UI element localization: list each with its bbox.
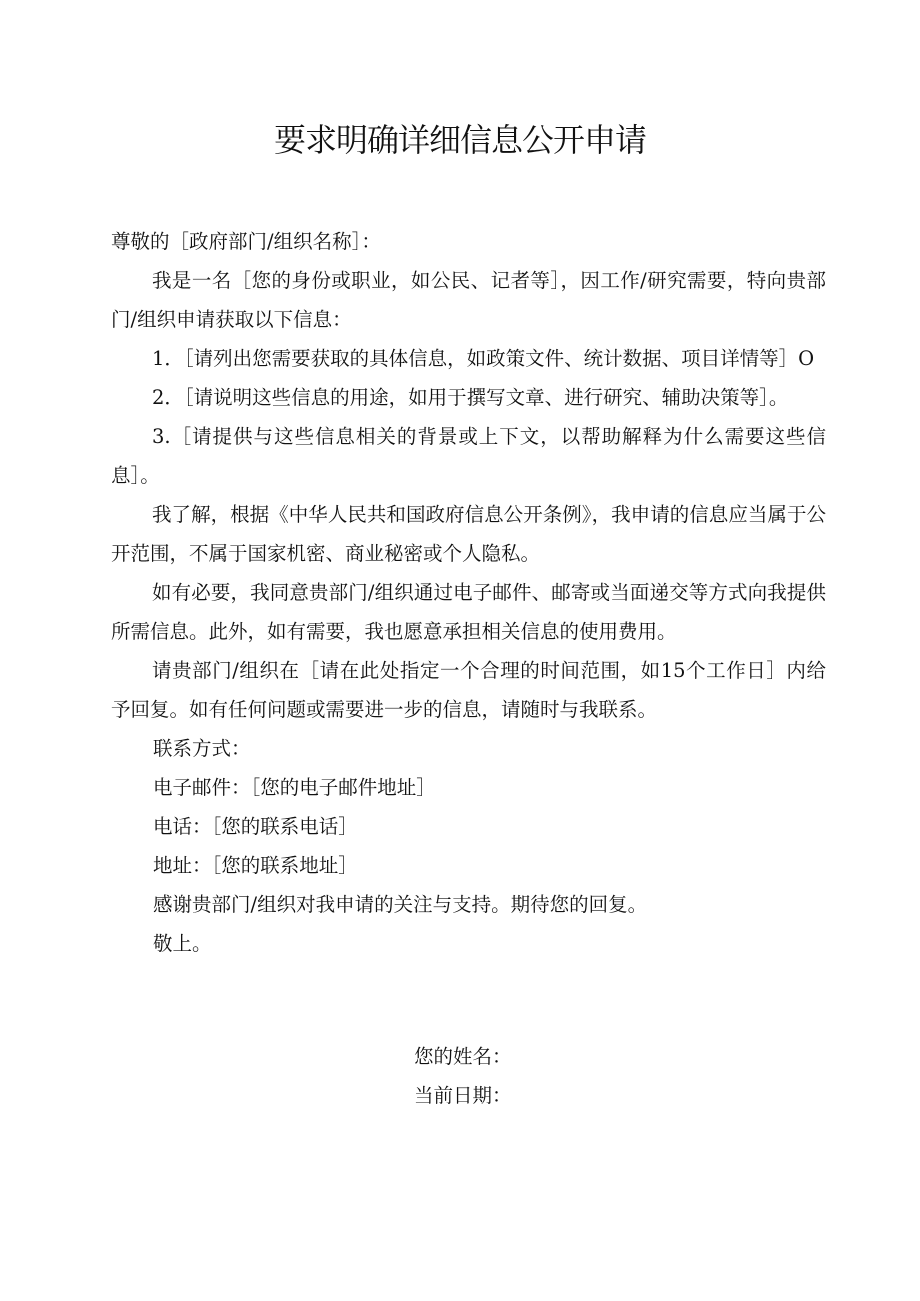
- signature-block: [414, 1037, 512, 1115]
- contact-address: 地址：［您的联系地址］: [153, 854, 358, 877]
- contact-email: 电子邮件：［您的电子邮件地址］: [153, 776, 436, 799]
- legal-basis-paragraph: 我了解，根据《中华人民共和国政府信息公开条例》，我申请的信息应当属于公开范围，不属于国家机密、商业秘密或个人隐私。: [111, 503, 826, 565]
- signature-name: 您的姓名：: [414, 1045, 512, 1068]
- contact-heading: 联系方式：: [153, 737, 251, 760]
- request-item-3: 3.［请提供与这些信息相关的背景或上下文，以帮助解释为什么需要这些信息］。: [111, 425, 826, 487]
- closing: 敬上。: [153, 932, 212, 955]
- salutation: 尊敬的［政府部门/组织名称］：: [111, 230, 381, 253]
- document-title: 要求明确详细信息公开申请: [273, 121, 646, 159]
- request-item-2: 2．［请说明这些信息的用途，如用于撰写文章、进行研究、辅助决策等］。: [152, 386, 789, 409]
- intro-paragraph: 我是一名［您的身份或职业，如公民、记者等］，因工作/研究需要，特向贵部门/组织申请获取以下信息：: [111, 269, 826, 331]
- signature-date: 当前日期：: [414, 1084, 512, 1107]
- delivery-paragraph: 如有必要，我同意贵部门/组织通过电子邮件、邮寄或当面递交等方式向我提供所需信息。此外，如有需要，我也愿意承担相关信息的使用费用。: [111, 581, 826, 643]
- request-item-1: 1．［请列出您需要获取的具体信息，如政策文件、统计数据、项目详情等］O: [152, 347, 815, 370]
- thanks-paragraph: 感谢贵部门/组织对我申请的关注与支持。期待您的回复。: [153, 893, 648, 916]
- letter-body: [111, 222, 826, 963]
- contact-phone: 电话：［您的联系电话］: [153, 815, 358, 838]
- deadline-paragraph: 请贵部门/组织在［请在此处指定一个合理的时间范围，如15个工作日］内给予回复。如有任何问题或需要进一步的信息，请随时与我联系。: [111, 659, 826, 721]
